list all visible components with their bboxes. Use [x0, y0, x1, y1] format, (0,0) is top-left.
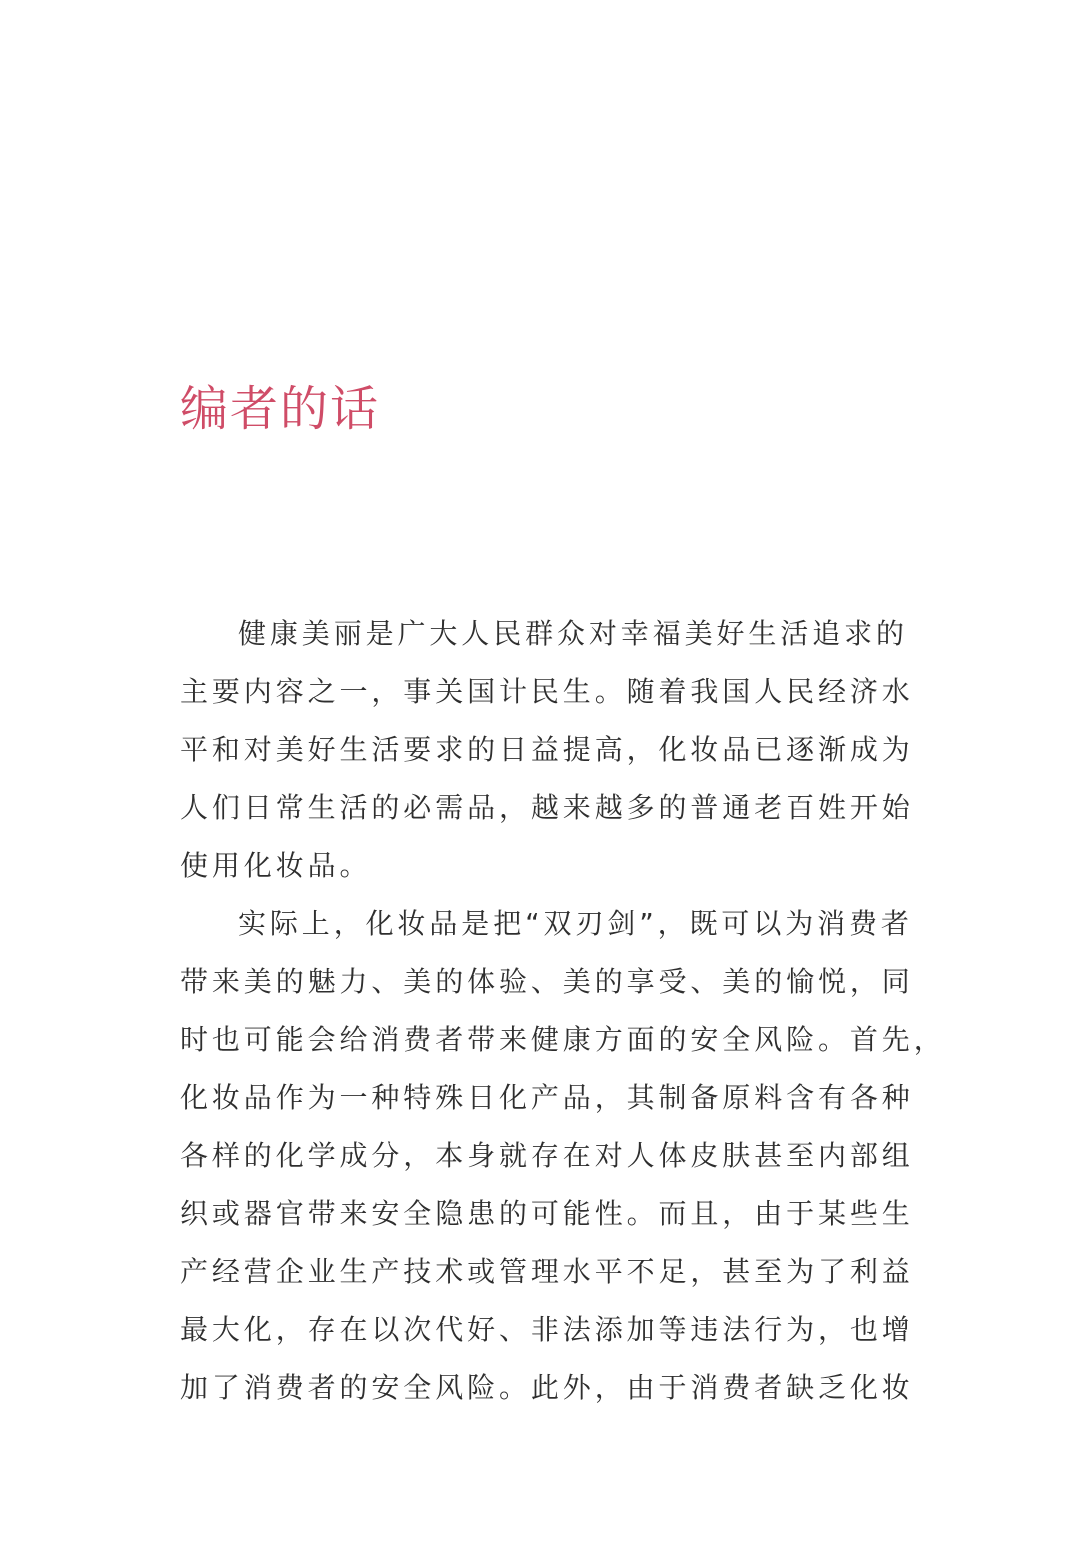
text-line: 各样的化学成分，本身就存在对人体皮肤甚至内部组 — [180, 1139, 914, 1172]
text-line: 加了消费者的安全风险。此外，由于消费者缺乏化妆 — [180, 1371, 914, 1404]
text-line: 使用化妆品。 — [180, 849, 372, 882]
text-line: 主要内容之一，事关国计民生。随着我国人民经济水 — [180, 675, 914, 708]
text-line: 人们日常生活的必需品，越来越多的普通老百姓开始 — [180, 791, 914, 824]
text-line: 平和对美好生活要求的日益提高，化妆品已逐渐成为 — [180, 733, 914, 766]
text-line: 带来美的魅力、美的体验、美的享受、美的愉悦，同 — [180, 965, 914, 998]
page-title: 编者的话 — [180, 381, 381, 437]
paragraph-2 — [180, 895, 946, 1417]
text-line: 健康美丽是广大人民群众对幸福美好生活追求的 — [238, 617, 908, 650]
body-text — [180, 605, 946, 1417]
paragraph-1 — [180, 605, 914, 895]
text-line: 实际上，化妆品是把“双刃剑”，既可以为消费者 — [238, 907, 913, 940]
text-line: 化妆品作为一种特殊日化产品，其制备原料含有各种 — [180, 1081, 914, 1114]
text-line: 时也可能会给消费者带来健康方面的安全风险。首先， — [180, 1023, 946, 1056]
text-line: 最大化，存在以次代好、非法添加等违法行为，也增 — [180, 1313, 914, 1346]
text-line: 织或器官带来安全隐患的可能性。而且，由于某些生 — [180, 1197, 914, 1230]
text-line: 产经营企业生产技术或管理水平不足，甚至为了利益 — [180, 1255, 914, 1288]
